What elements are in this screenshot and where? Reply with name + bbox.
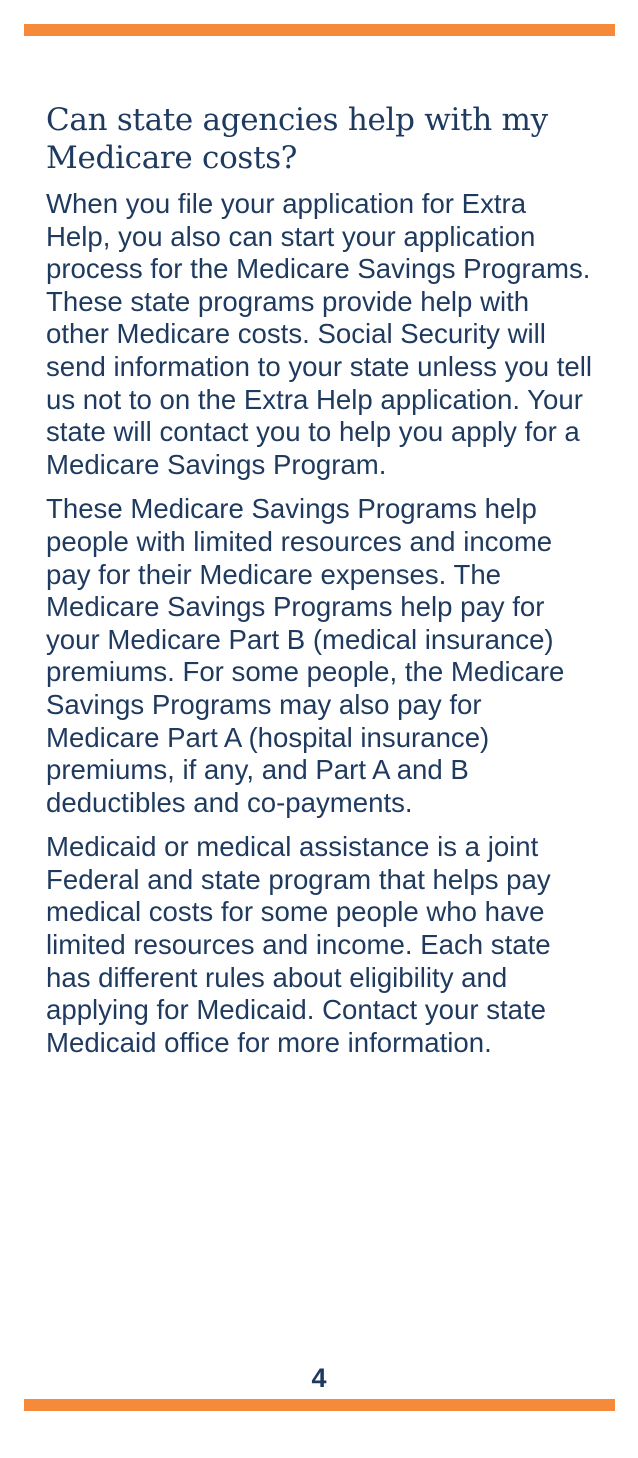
- page-content: [46, 101, 596, 1071]
- page-number: 4: [311, 1363, 327, 1393]
- top-accent-bar: [24, 24, 615, 36]
- paragraph-medicaid: Medicaid or medical assistance is a joint Federal and state program that helps pay medical costs for some people who have limited resources and income. Each state has different rules about eligibility and applying for Medicaid. Contact your state Medicaid office for more information.: [46, 831, 551, 1058]
- bottom-accent-bar: [24, 1399, 615, 1411]
- paragraph-medicare-savings-programs: These Medicare Savings Programs help people with limited resources and income pay for their Medicare expenses. The Medicare Savings Programs help pay for your Medicare Part B (medical insurance) premiums. For some people, the Medicare Savings Programs may also pay for Medicare Part A (hospital insurance) premiums, if any, and Part A and B deductibles and co-payments.: [46, 493, 565, 818]
- page-heading: Can state agencies help with my Medicare costs?: [46, 102, 548, 176]
- paragraph-extra-help: When you file your application for Extra Help, you also can start your application process for the Medicare Savings Programs. These state programs provide help with other Medicare costs. Social Security will send information to your state unless you tell us not to on the Extra Help application. Your state will contact you to help you apply for a Medicare Savings Program.: [46, 188, 593, 480]
